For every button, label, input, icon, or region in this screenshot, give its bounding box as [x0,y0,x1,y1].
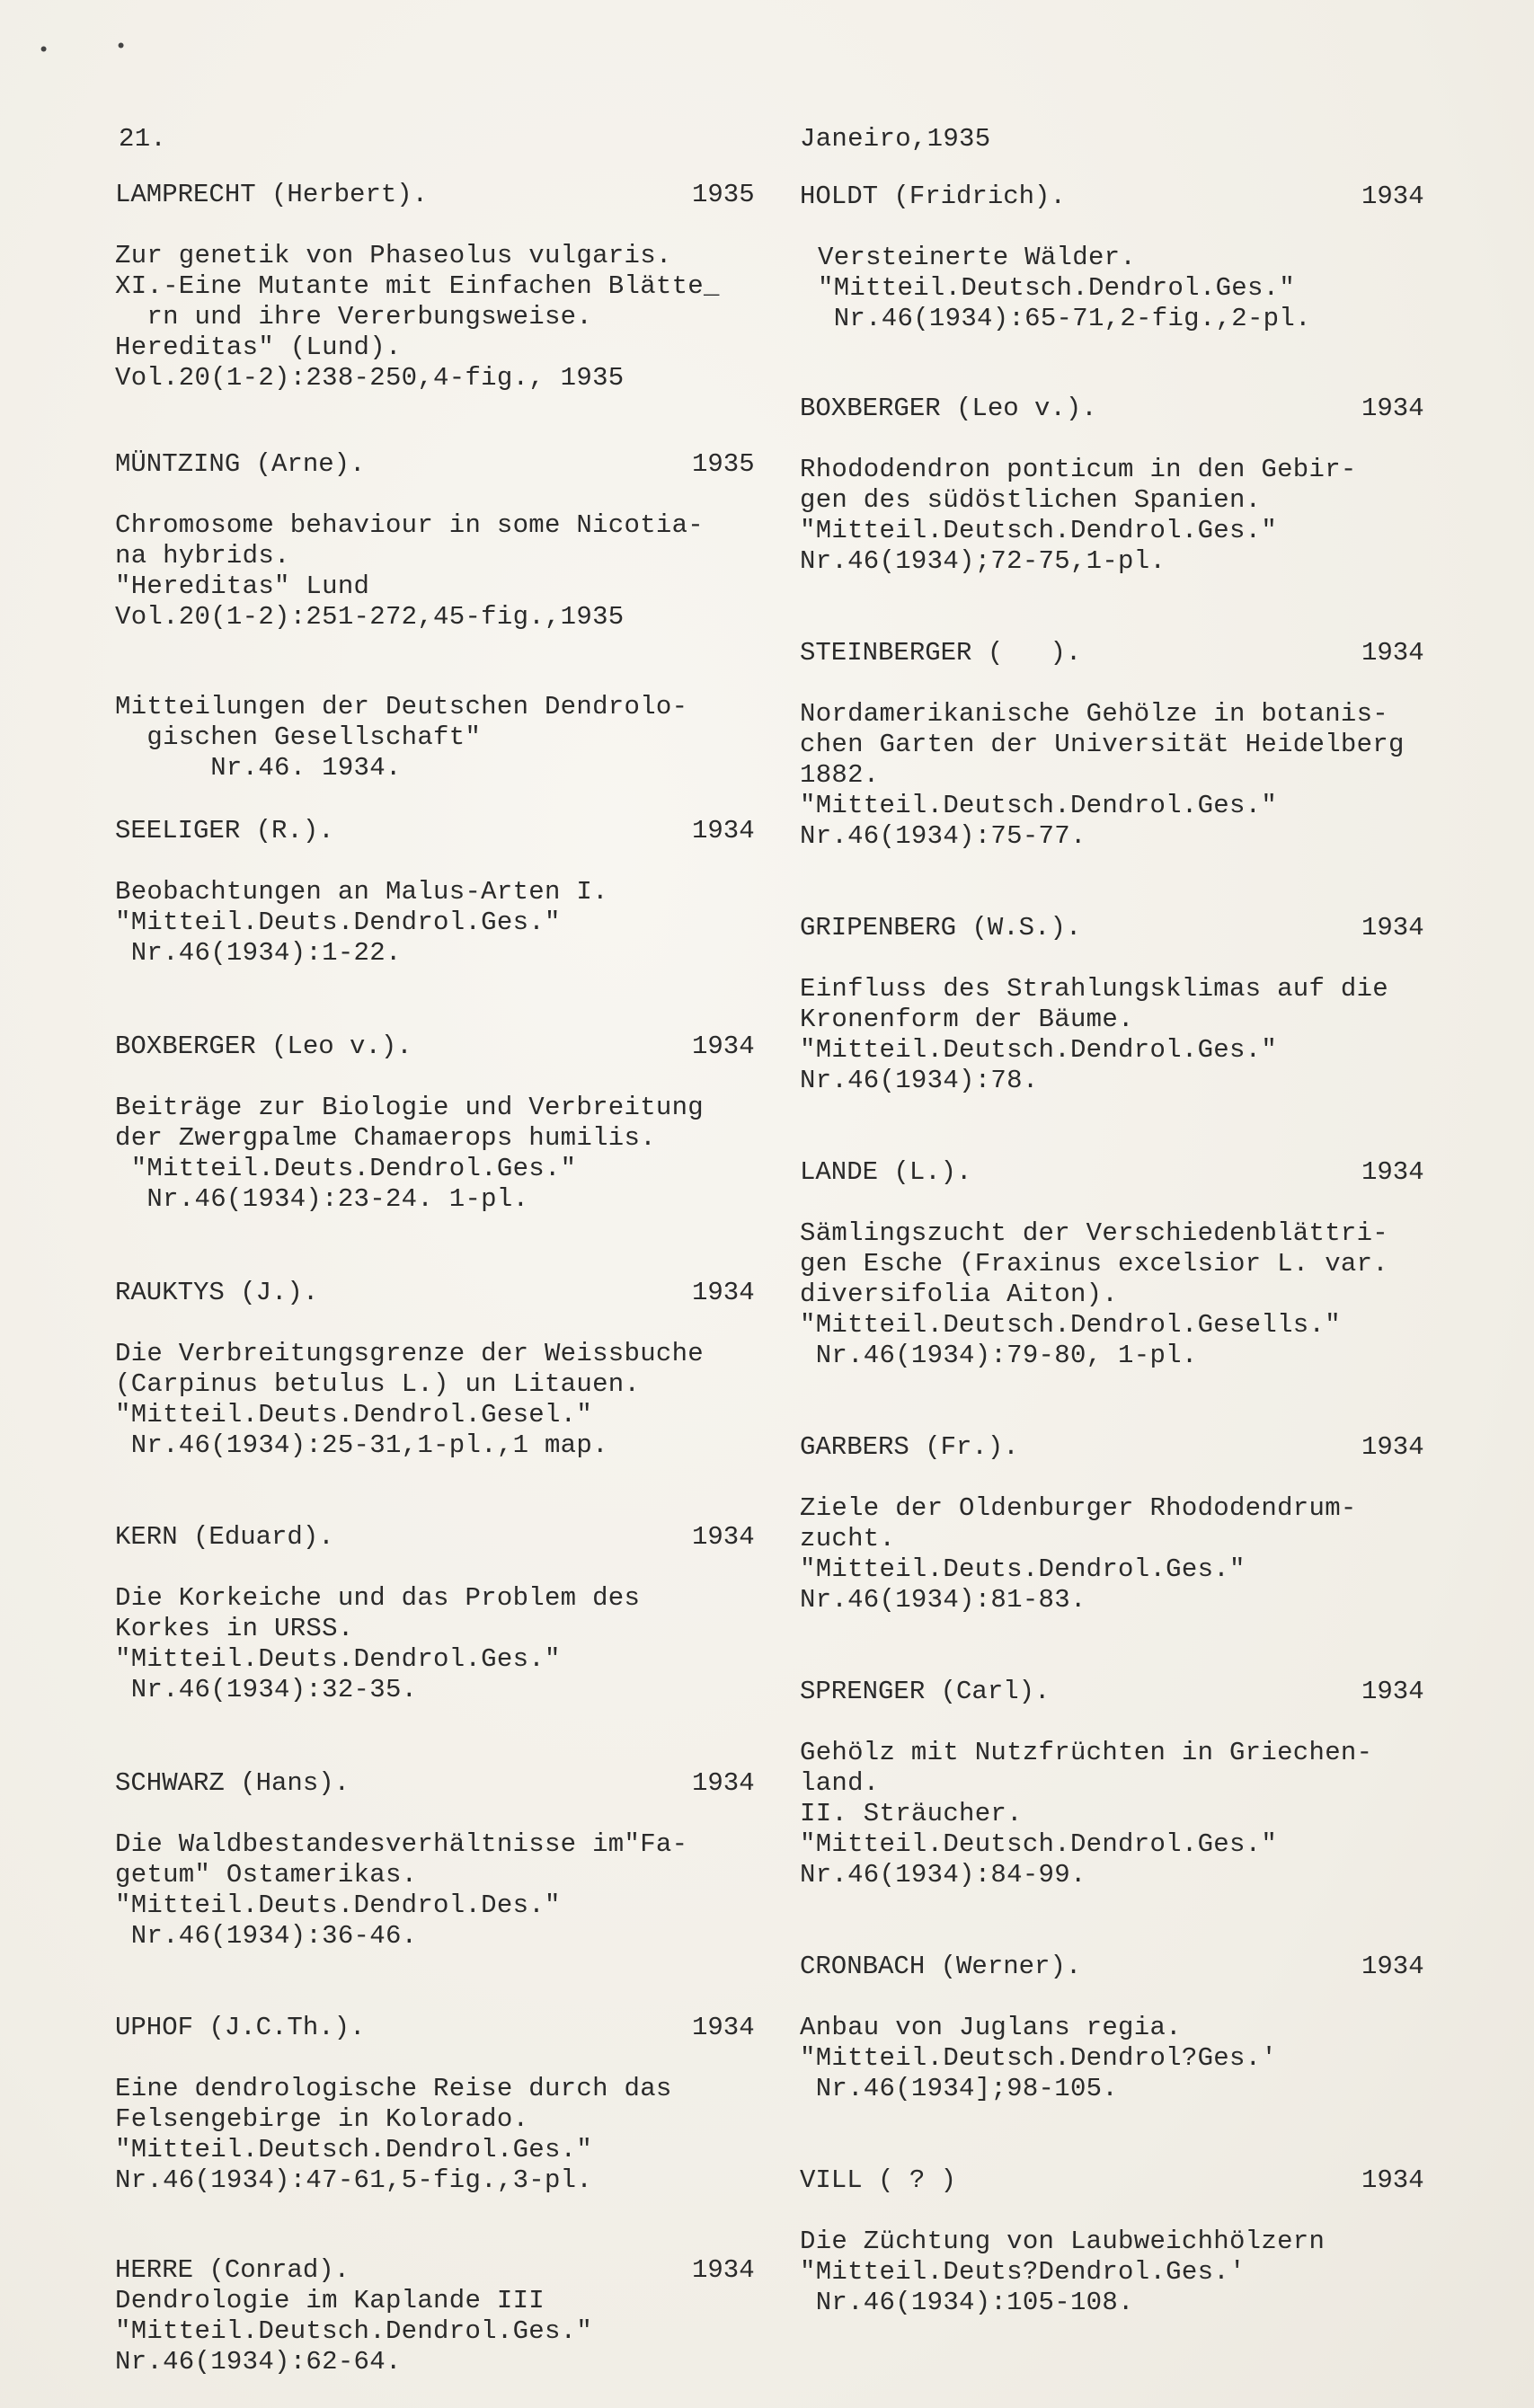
entry-author: LAMPRECHT (Herbert). [115,180,429,209]
entry-author: BOXBERGER (Leo v.). [800,394,1097,423]
entry-author: RAUKTYS (J.). [115,1278,319,1307]
entry-year: 1934 [1361,913,1424,943]
bibliography-entry [800,394,1510,577]
entry-header [115,816,816,846]
bibliography-entry [800,638,1510,852]
entry-line: "Mitteil.Deuts.Dendrol.Ges." [115,1644,561,1674]
entry-header [800,1677,1510,1707]
entry-line: Nr.46(1934);72-75,1-pl. [800,546,1166,576]
entry-line: Dendrologie im Kaplande III [115,2286,545,2315]
entry-year: 1934 [692,2013,755,2042]
bibliography-entry [115,1031,816,1215]
entry-line: "Mitteil.Deutsch.Dendrol.Ges." [800,1035,1278,1065]
entry-line: Versteinerte Wälder. [818,243,1137,272]
entry-year: 1934 [692,1278,755,1307]
entry-line: na hybrids. [115,541,290,571]
entry-year: 1934 [1361,1157,1424,1187]
entry-line: "Mitteil.Deutsch.Dendrol.Ges." [800,1829,1278,1859]
entry-header [115,1031,816,1062]
bibliography-entry [115,2013,816,2196]
entry-line: XI.-Eine Mutante mit Einfachen Blätte_ [115,271,720,301]
entry-author: SEELIGER (R.). [115,816,334,845]
bibliography-entry [800,913,1510,1096]
entry-year: 1934 [1361,1432,1424,1462]
bibliography-entry [115,1768,816,1952]
entry-line: Felsengebirge in Kolorado. [115,2104,529,2134]
entry-year: 1934 [692,1768,755,1798]
entry-author: GRIPENBERG (W.S.). [800,913,1082,943]
entry-line: Nr.46(1934):81-83. [800,1585,1086,1615]
entry-line: "Mitteil.Deuts.Dendrol.Des." [115,1890,561,1920]
entry-line: "Mitteil.Deuts.Dendrol.Ges." [800,1554,1246,1584]
entry-line: 1882. [800,760,880,790]
entry-line: gischen Gesellschaft" [115,722,482,752]
entry-line: Nr.46(1934):47-61,5-fig.,3-pl. [115,2165,593,2195]
page-mark: • [38,40,50,62]
entry-line: Nr.46(1934):75-77. [800,821,1086,851]
entry-line: zucht. [800,1524,896,1554]
bibliography-entry [115,2255,816,2377]
entry-body [800,1738,1510,1890]
entry-body [800,243,1510,334]
entry-header [800,1952,1510,1982]
entry-line: Beiträge zur Biologie und Verbreitung [115,1093,705,1122]
entry-line: Nr.46(1934):79-80, 1-pl. [800,1341,1198,1370]
entry-line: Nr.46(1934):105-108. [800,2288,1134,2317]
entry-header [800,394,1510,424]
entry-year: 1934 [692,1522,755,1552]
entry-header [115,2013,816,2043]
bibliography-entry [800,1677,1510,1890]
entry-line: Kronenform der Bäume. [800,1005,1134,1034]
entry-line: Nr.46(1934):1-22. [115,938,402,968]
entry-line: Einfluss des Strahlungsklimas auf die [800,974,1389,1004]
entry-line: Nr.46. 1934. [115,753,402,783]
entry-author: BOXBERGER (Leo v.). [115,1031,412,1061]
entry-author: GARBERS (Fr.). [800,1432,1019,1462]
entry-line: Beobachtungen an Malus-Arten I. [115,877,608,907]
entry-header [115,1768,816,1799]
continued-citation [800,124,1510,155]
entry-year: 1935 [692,180,755,209]
entry-author: CRONBACH (Werner). [800,1952,1082,1981]
entry-body [800,699,1510,852]
bibliography-entry [800,1432,1510,1616]
entry-year: 1934 [1361,394,1424,423]
bibliography-entry [800,2165,1510,2318]
entry-year: 1934 [1361,1952,1424,1981]
entry-body [115,510,816,633]
entry-line: Nr.46(1934):65-71,2-fig.,2-pl. [818,304,1311,333]
entry-author: LANDE (L.). [800,1157,972,1187]
entry-line: der Zwergpalme Chamaerops humilis. [115,1123,656,1153]
entry-line: "Mitteil.Deuts.Dendrol.Gesel." [115,1400,593,1430]
entry-line: Nr.46(1934):25-31,1-pl.,1 map. [115,1430,608,1460]
entry-year: 1934 [1361,1677,1424,1706]
entry-body [115,1583,816,1705]
entry-header [115,1522,816,1553]
entry-header [800,913,1510,943]
entry-line: gen des südöstlichen Spanien. [800,485,1262,515]
page-number: 21. [119,124,167,154]
entry-line: Vol.20(1-2):238-250,4-fig., 1935 [115,363,625,393]
entry-body [115,877,816,969]
entry-line: Vol.20(1-2):251-272,45-fig.,1935 [115,602,625,632]
bibliography-entry [800,181,1510,334]
journal-heading [115,692,816,783]
entry-body [115,2286,816,2377]
entry-author: MÜNTZING (Arne). [115,449,366,479]
entry-line: diversifolia Aiton). [800,1279,1119,1309]
entry-line: getum" Ostamerikas. [115,1860,418,1890]
entry-body [115,1829,816,1952]
entry-line: gen Esche (Fraxinus excelsior L. var. [800,1249,1389,1279]
entry-author: SPRENGER (Carl). [800,1677,1051,1706]
entry-line: "Hereditas" Lund [115,571,370,601]
entry-year: 1934 [1361,638,1424,668]
entry-line: Hereditas" (Lund). [115,332,402,362]
entry-line: Ziele der Oldenburger Rhododendrum- [800,1493,1357,1523]
bibliography-entry [115,180,816,394]
entry-year: 1934 [1361,2165,1424,2195]
entry-line: Gehölz mit Nutzfrüchten in Griechen- [800,1738,1373,1767]
entry-line: land. [800,1768,880,1798]
entry-line: Rhododendron ponticum in den Gebir- [800,455,1357,484]
entry-line: "Mitteil.Deutsch.Dendrol.Ges." [800,516,1278,545]
bibliography-entry [115,816,816,969]
entry-line: "Mitteil.Deutsch.Dendrol?Ges.' [800,2043,1278,2073]
entry-year: 1935 [692,449,755,479]
entry-author: KERN (Eduard). [115,1522,334,1552]
entry-body [115,1093,816,1215]
entry-line: Nordamerikanische Gehölze in botanis- [800,699,1389,729]
entry-line: rn und ihre Vererbungsweise. [115,302,593,332]
entry-author: STEINBERGER ( ). [800,638,1082,668]
entry-year: 1934 [692,2255,755,2285]
entry-line: Nr.46(1934):23-24. 1-pl. [115,1184,529,1214]
entry-line: Eine dendrologische Reise durch das [115,2074,672,2103]
entry-line: "Mitteil.Deuts.Dendrol.Ges." [115,907,561,937]
entry-header [800,1432,1510,1463]
entry-line: Die Züchtung von Laubweichhölzern [800,2227,1326,2256]
entry-line: Nr.46(1934];98-105. [800,2074,1119,2103]
entry-header [115,1278,816,1308]
entry-line: "Mitteil.Deutsch.Dendrol.Ges." [800,791,1278,820]
entry-author: VILL ( ? ) [800,2165,957,2195]
entry-line: chen Garten der Universität Heidelberg [800,730,1405,759]
entry-header [115,180,816,210]
entry-year: 1934 [692,1031,755,1061]
entry-line: Nr.46(1934):32-35. [115,1675,418,1704]
entry-body [115,1339,816,1461]
entry-line: Mitteilungen der Deutschen Dendrolo- [115,692,688,722]
entry-body [115,241,816,394]
entry-line: Sämlingszucht der Verschiedenblättri- [800,1218,1389,1248]
entry-line: (Carpinus betulus L.) un Litauen. [115,1369,641,1399]
bibliography-entry [800,1157,1510,1371]
entry-body [800,974,1510,1096]
entry-line: "Mitteil.Deutsch.Dendrol.Ges." [115,2135,593,2165]
entry-line: II. Sträucher. [800,1799,1023,1828]
entry-line: "Mitteil.Deutsch.Dendrol.Ges." [818,273,1296,303]
entry-year: 1934 [692,816,755,845]
entry-body [800,2013,1510,2104]
entry-line: Nr.46(1934):62-64. [115,2347,402,2377]
entry-author: SCHWARZ (Hans). [115,1768,350,1798]
entry-line: Nr.46(1934):84-99. [800,1860,1086,1890]
entry-line: Anbau von Juglans regia. [800,2013,1182,2042]
entry-author: HERRE (Conrad). [115,2255,350,2285]
page-mark: • [115,36,128,58]
entry-body [115,2074,816,2196]
entry-line: Nr.46(1934):78. [800,1066,1039,1095]
entry-body [800,455,1510,577]
bibliography-entry [800,1952,1510,2104]
entry-line: Zur genetik von Phaseolus vulgaris. [115,241,672,270]
entry-header [800,181,1510,212]
bibliography-entry [115,449,816,633]
entry-header [800,638,1510,668]
entry-body [800,2227,1510,2318]
entry-line: "Mitteil.Deuts?Dendrol.Ges.' [800,2257,1246,2287]
entry-line: Die Waldbestandesverhältnisse im"Fa- [115,1829,688,1859]
entry-line: Korkes in URSS. [115,1614,354,1643]
entry-header [800,1157,1510,1188]
entry-header [115,2255,816,2286]
entry-line: "Mitteil.Deutsch.Dendrol.Gesells." [800,1310,1341,1340]
entry-line: Nr.46(1934):36-46. [115,1921,418,1951]
entry-header [800,2165,1510,2196]
bibliography-entry [115,1278,816,1461]
entry-line: "Mitteil.Deutsch.Dendrol.Ges." [115,2316,593,2346]
bibliography-entry [115,1522,816,1705]
entry-line: Die Verbreitungsgrenze der Weissbuche [115,1339,705,1368]
entry-body [800,1218,1510,1371]
entry-line: Chromosome behaviour in some Nicotia- [115,510,705,540]
entry-body [800,1493,1510,1616]
entry-author: HOLDT (Fridrich). [800,181,1066,211]
entry-year: 1934 [1361,181,1424,211]
entry-line: Die Korkeiche und das Problem des [115,1583,641,1613]
entry-author: UPHOF (J.C.Th.). [115,2013,366,2042]
entry-line: "Mitteil.Deuts.Dendrol.Ges." [115,1154,577,1183]
entry-line: Janeiro,1935 [800,124,991,154]
entry-header [115,449,816,480]
